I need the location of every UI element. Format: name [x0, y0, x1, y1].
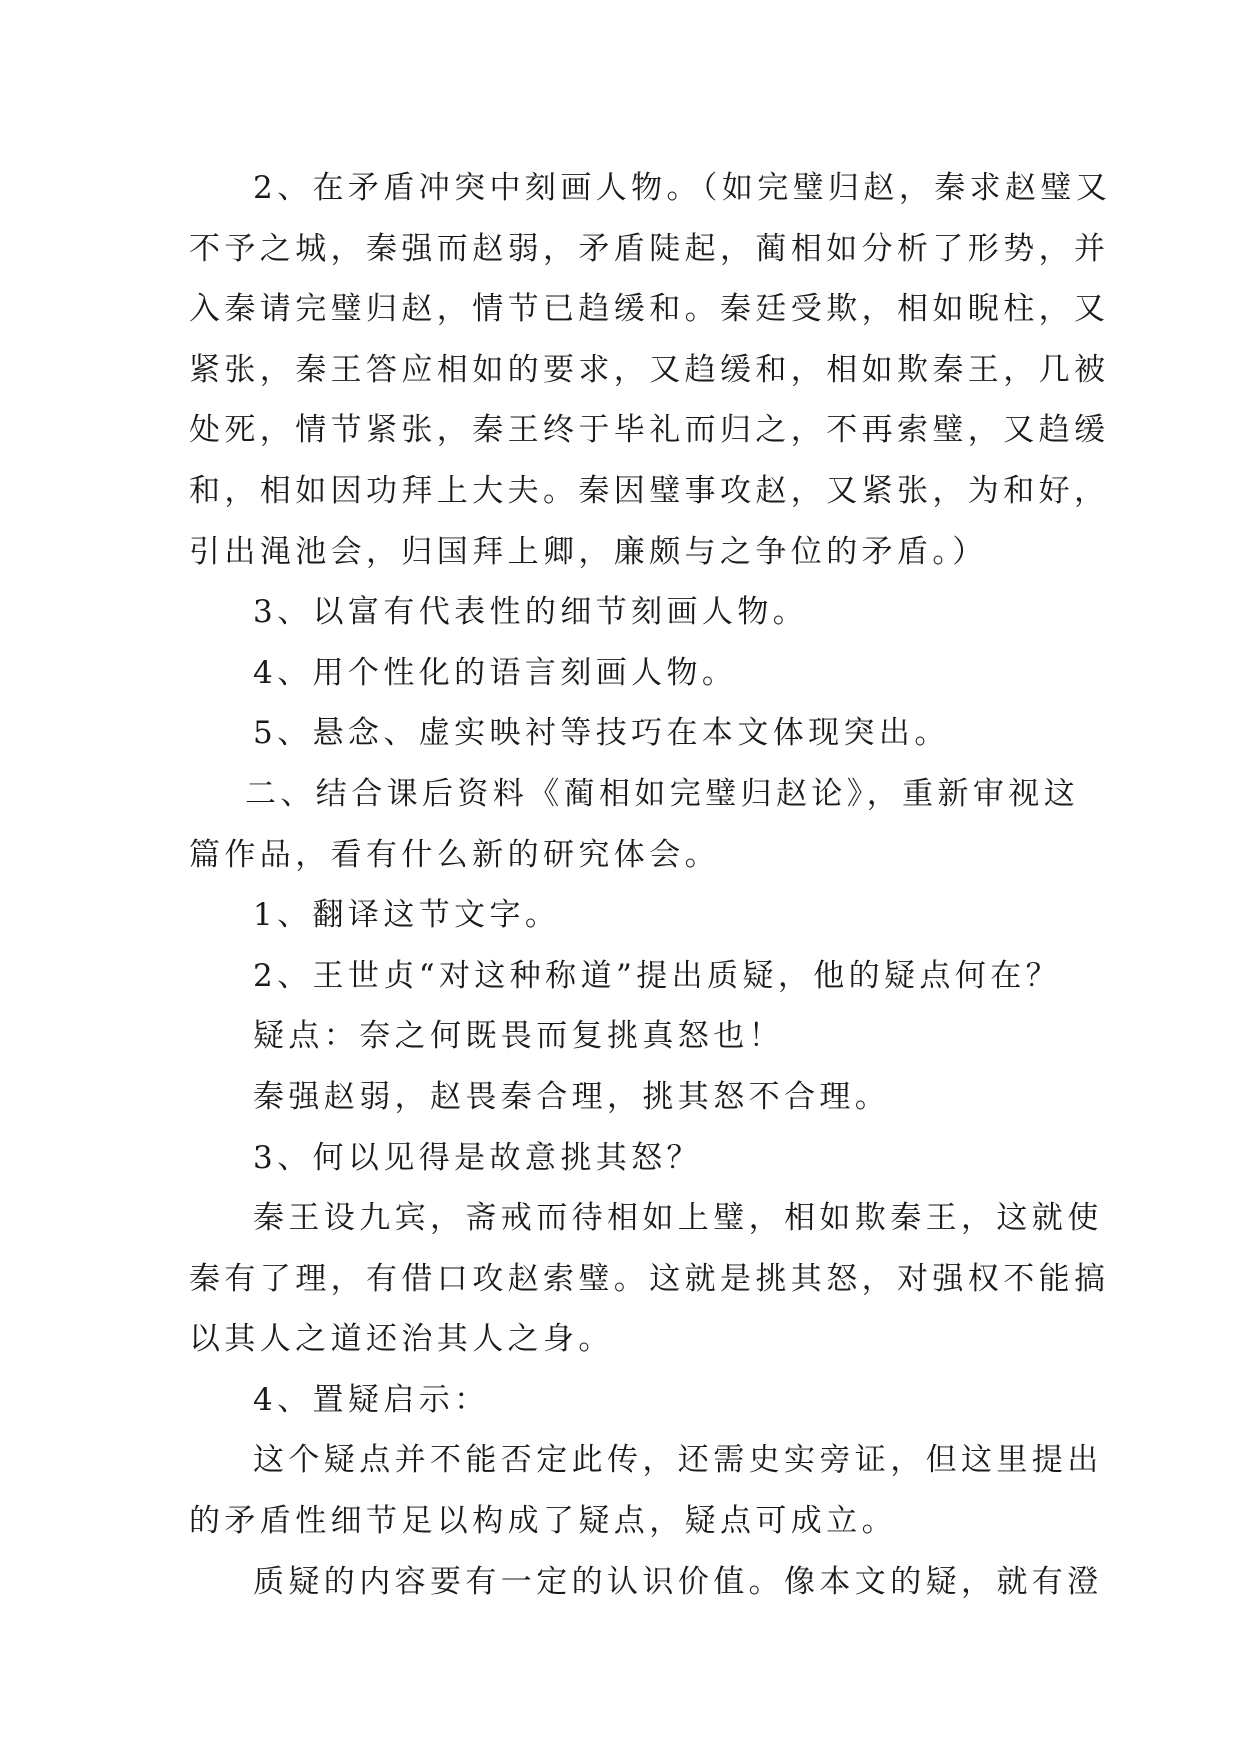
text-line: 秦强赵弱，赵畏秦合理，挑其怒不合理。 — [253, 1078, 891, 1115]
document-body — [189, 158, 1112, 1612]
text-line: 紧张，秦王答应相如的要求，又趋缓和，相如欺秦王，几被 — [189, 351, 1110, 388]
text-line: 入秦请完璧归赵，情节已趋缓和。秦廷受欺，相如睨柱，又 — [189, 291, 1110, 328]
text-line: 和，相如因功拜上大夫。秦因璧事攻赵，又紧张，为和好， — [189, 472, 1110, 509]
text-line: 4、用个性化的语言刻画人物。 — [253, 654, 738, 691]
text-line: 2、在矛盾冲突中刻画人物。（如完璧归赵，秦求赵璧又 — [253, 170, 1112, 206]
text-line: 这个疑点并不能否定此传，还需史实旁证，但这里提出 — [253, 1442, 1103, 1479]
text-line: 处死，情节紧张，秦王终于毕礼而归之，不再索璧，又趋缓 — [189, 412, 1110, 449]
text-line: 3、以富有代表性的细节刻画人物。 — [253, 594, 809, 631]
text-line: 秦有了理，有借口攻赵索璧。这就是挑其怒，对强权不能搞 — [189, 1260, 1110, 1297]
text-line: 1、翻译这节文字。 — [253, 897, 561, 934]
text-line: 疑点：奈之何既畏而复挑真怒也！ — [253, 1018, 784, 1055]
text-line: 以其人之道还治其人之身。 — [189, 1321, 614, 1358]
section-heading: 二、结合课后资料《蔺相如完璧归赵论》，重新审视这 — [245, 775, 1080, 812]
text-line: 2、王世贞“对这种称道”提出质疑，他的疑点何在？ — [253, 957, 1062, 994]
text-line: 质疑的内容要有一定的认识价值。像本文的疑，就有澄 — [253, 1563, 1103, 1600]
text-line: 3、何以见得是故意挑其怒？ — [253, 1139, 702, 1176]
text-line: 4、置疑启示： — [253, 1381, 490, 1418]
text-line: 引出渑池会，归国拜上卿，廉颇与之争位的矛盾。） — [189, 533, 988, 570]
text-line: 篇作品，看有什么新的研究体会。 — [189, 836, 720, 873]
text-line: 秦王设九宾，斋戒而待相如上璧，相如欺秦王，这就使 — [253, 1200, 1103, 1237]
text-line: 5、悬念、虚实映衬等技巧在本文体现突出。 — [253, 715, 950, 752]
text-line: 的矛盾性细节足以构成了疑点，疑点可成立。 — [189, 1503, 897, 1540]
text-line: 不予之城，秦强而赵弱，矛盾陡起，蔺相如分析了形势，并 — [189, 230, 1110, 267]
